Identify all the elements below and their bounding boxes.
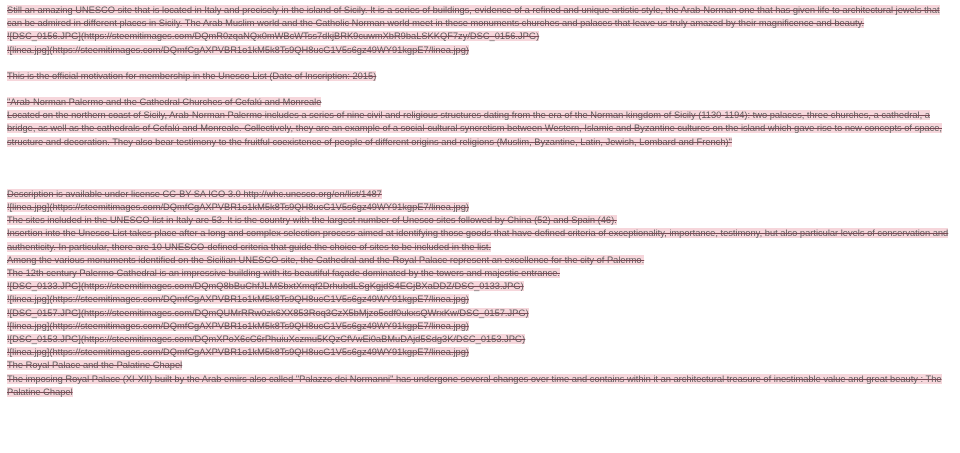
blank-spacer (7, 162, 953, 188)
deleted-image-markdown: ![DSC_0133.JPG](https://steemitimages.com/DQmQ8bBuChfJLMSbxtXmqf2DrhubdLSgKgjdS4EGjBXaDDZ/DSC_0133.JPG) (7, 281, 524, 292)
deleted-text-line: "Arab-Norman Palermo and the Cathedral Churches of Cefalú and Monreale (7, 97, 322, 108)
deleted-image-markdown: ![linea.jpg](https://steemitimages.com/DQmfCgAXPVBR1o1kM5k8Ts9QH8ucG1V5s6gz49WY91kgpE7/linea.jpg) (7, 294, 469, 305)
deleted-text-line: Description is available under license CC-BY-SA IGO 3.0 http://whc.unesco.org/en/list/1487 (7, 188, 382, 199)
deleted-image-markdown: ![linea.jpg](https://steemitimages.com/DQmfCgAXPVBR1o1kM5k8Ts9QH8ucG1V5s6gz49WY91kgpE7/linea.jpg) (7, 320, 469, 331)
deleted-image-markdown: ![DSC_0153.JPG](https://steemitimages.com/DQmXPoX6cC6rPhuiuXczmu5KQzCfVwEi0aBMuDAjd5Sdg3K/DSC_0153.JPG) (7, 334, 526, 345)
deleted-heading-line: The Royal Palace and the Palatine Chapel (7, 360, 183, 371)
deleted-image-markdown: ![linea.jpg](https://steemitimages.com/DQmfCgAXPVBR1o1kM5k8Ts9QH8ucG1V5s6gz49WY91kgpE7/linea.jpg) (7, 347, 469, 358)
deleted-text-line: Located on the northern coast of Sicily, Arab-Norman Palermo includes a series of nine civil and religious structures dating from the era of the Norman kingdom of Sicily (1130-1194): two palaces, three churches, a cathedral, a bridge, as well as the cathedrals of Cefalú and Monreale. Collectively, they are an example of a social-cultural syncretism between Western, Islamic and Byzantine cultures on the island which gave rise to new concepts of space, structure and decoration. They also bear testimony to the fruitful coexistence of people of different origins and religions (Muslim, Byzantine, Latin, Jewish, Lombard and French)" (7, 110, 942, 147)
deleted-image-markdown: ![linea.jpg](https://steemitimages.com/DQmfCgAXPVBR1o1kM5k8Ts9QH8ucG1V5s6gz49WY91kgpE7/linea.jpg) (7, 202, 469, 213)
deleted-text-line: Still an amazing UNESCO site that is located in Italy and precisely in the island of Sicily. It is a series of buildings, evidence of a refined and unique artistic style, the Arab-Norman one that has given life to architectural jewels that can be admired in different places in Sicily. The Arab Muslim world and the Catholic Norman world meet in these monuments churches and palaces that leave us truly amazed by their magnificence and beauty. (7, 5, 940, 29)
paragraph-quote (7, 96, 953, 149)
deleted-image-markdown: ![DSC_0157.JPG](https://steemitimages.com/DQmQUMrRRw0zk6XX853Roq3CzX5bMjzo5cdf0ukxsQWrxKw/DSC_0157.JPG) (7, 307, 529, 318)
paragraph-intro (7, 4, 953, 57)
deleted-text-line: Insertion into the Unesco List takes place after a long and complex selection process aimed at identifying those goods that have defined criteria of exceptionality, importance, testimony, but also particular levels of conservation and authenticity. In particular, there are 10 UNESCO-defined criteria that guide the choice of sites to be included in the list. (7, 228, 949, 252)
deleted-text-line: The 12th century Palermo Cathedral is an impressive building with its beautiful façade dominated by the towers and majestic entrance. (7, 268, 560, 279)
deleted-text-line: This is the official motivation for membership in the Unesco List (Date of Inscription: 2015) (7, 70, 377, 81)
deleted-text-line: The imposing Royal Palace (XI-XII) built by the Arab emirs also called "Palazzo dei Normanni" has undergone several changes over time and contains within it an architectural treasure of inestimable value and great beauty : The Palatine Chapel (7, 373, 942, 397)
deleted-text-line: Among the various monuments identified on the Sicilian UNESCO site, the Cathedral and the Royal Palace represent an excellence for the city of Palermo. (7, 254, 645, 265)
deleted-image-markdown: ![DSC_0156.JPG](https://steemitimages.com/DQmR0zqaNQx0mWBcWTss7dkjBRK9cuwmXbR9baLSKKQF7zy/DSC_0156.JPG) (7, 31, 540, 42)
paragraph-motivation (7, 70, 953, 83)
paragraph-details (7, 188, 953, 399)
deleted-image-markdown: ![linea.jpg](https://steemitimages.com/DQmfCgAXPVBR1o1kM5k8Ts9QH8ucG1V5s6gz49WY91kgpE7/linea.jpg) (7, 44, 469, 55)
deleted-text-line: The sites included in the UNESCO list in Italy are 53. It is the country with the largest number of Unesco sites followed by China (52) and Spain (46). (7, 215, 617, 226)
